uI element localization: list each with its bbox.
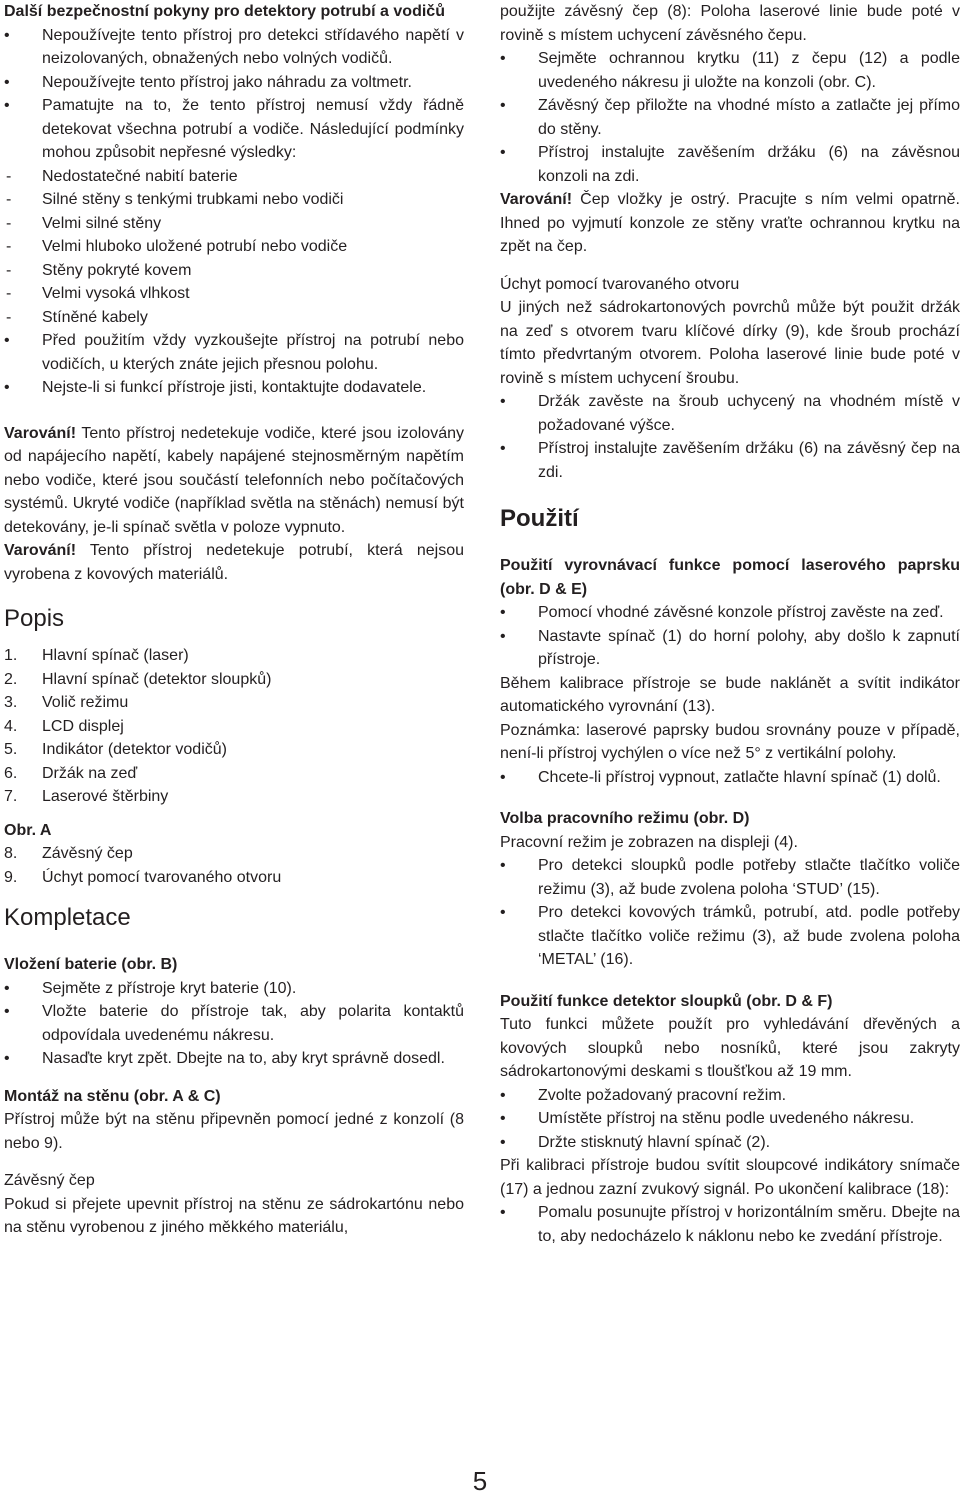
list-item: • Před použitím vždy vyzkoušejte přístroj na potrubí nebo vodičích, u kterých znáte jejich přesnou polohu. <box>4 329 464 376</box>
battery-heading: Vložení baterie (obr. B) <box>4 956 178 973</box>
list-item: • Pro detekci sloupků podle potřeby stlačte tlačítko voliče režimu (3), až bude zvolena poloha ‘STUD’ (15). <box>500 854 960 901</box>
obr-a-list <box>4 842 464 889</box>
list-item: 1. Hlavní spínač (laser) <box>4 647 189 664</box>
battery-list <box>4 977 464 1071</box>
laser-list <box>500 601 960 672</box>
list-item: 9. Úchyt pomocí tvarovaného otvoru <box>4 868 282 886</box>
list-item: • Vložte baterie do přístroje tak, aby polarita kontaktů odpovídala uvedenému nákresu. <box>4 1000 464 1047</box>
list-item: - Stíněné kabely <box>4 306 464 330</box>
list-item: • Držák zavěste na šroub uchycený na vhodném místě v požadované výšce. <box>500 390 960 437</box>
safety-list-2 <box>4 329 464 400</box>
laser-text-2: Poznámka: laserové paprsky budou srovnány pouze v případě, není-li přístroj vychýlen o více než 5° z vertikální polohy. <box>500 721 960 762</box>
list-item: • Nastavte spínač (1) do horní polohy, aby došlo k zapnutí přístroje. <box>500 625 960 672</box>
list-item: • Zvolte požadovaný pracovní režim. <box>500 1084 960 1108</box>
kompletace-heading: Kompletace <box>4 904 131 931</box>
right-column <box>500 0 960 1248</box>
list-item: - Velmi silné stěny <box>4 212 464 236</box>
stud-text-2: Při kalibraci přístroje budou svítit sloupcové indikátory snímače (17) a jednou zazní zvukový signál. Po ukončení kalibrace (18): <box>500 1157 960 1198</box>
list-item: • Nepoužívejte tento přístroj jako náhradu za voltmetr. <box>4 71 464 95</box>
pin-text: Pokud si přejete upevnit přístroj na stěnu ze sádrokartónu nebo na stěnu vyrobenou z jiného měkkého materiálu, <box>4 1195 464 1236</box>
list-item: 6. Držák na zeď <box>4 764 138 782</box>
list-item: • Držte stisknutý hlavní spínač (2). <box>500 1131 960 1155</box>
list-item: • Nasaďte kryt zpět. Dbejte na to, aby kryt správně dosedl. <box>4 1047 464 1071</box>
stud-list <box>500 1084 960 1155</box>
mode-list <box>500 854 960 972</box>
list-item: 8. Závěsný čep <box>4 845 133 862</box>
list-item: - Stěny pokryté kovem <box>4 259 464 283</box>
mount-heading: Montáž na stěnu (obr. A & C) <box>4 1087 221 1105</box>
list-item: • Sejměte z přístroje kryt baterie (10). <box>4 977 464 1001</box>
list-item: • Pomalu posunujte přístroj v horizontálním směru. Dbejte na to, aby nedocházelo k náklonu nebo ke zvedání přístroje. <box>500 1201 960 1248</box>
list-item: - Silné stěny s tenkými trubkami nebo vodiči <box>4 188 464 212</box>
warning-label: Varování! <box>500 191 573 208</box>
pin-continued-text: použijte závěsný čep (8): Poloha laserové linie bude poté v rovině s místem uchycení závěsného čepu. <box>500 3 960 44</box>
stud-heading: Použití funkce detektor sloupků (obr. D & F) <box>500 992 833 1010</box>
left-column <box>4 0 464 1240</box>
warning-text: Čep vložky je ostrý. Pracujte s ním velmi opatrně. Ihned po vyjmutí konzole ze stěny vraťte ochrannou krytku na zpět na čep. <box>500 191 960 255</box>
mode-text: Pracovní režim je zobrazen na displeji (4). <box>500 833 798 851</box>
list-item: - Nedostatečné nabití baterie <box>4 165 464 189</box>
mode-heading: Volba pracovního režimu (obr. D) <box>500 810 750 827</box>
list-item: 7. Laserové štěrbiny <box>4 788 169 805</box>
list-item: • Pomocí vhodné závěsné konzole přístroj zavěste na zeď. <box>500 601 960 625</box>
list-item: • Závěsný čep přiložte na vhodné místo a zatlačte jej přímo do stěny. <box>500 94 960 141</box>
usage-heading: Použití <box>500 505 579 532</box>
stud-list-2 <box>500 1201 960 1248</box>
laser-text-1: Během kalibrace přístroje se bude naklánět a svítit indikátor automatického vyrovnání (13). <box>500 674 960 715</box>
list-item: - Velmi hluboko uložené potrubí nebo vodiče <box>4 235 464 259</box>
list-item: • Nepoužívejte tento přístroj pro detekci střídavého napětí v neizolovaných, obnažených nebo volných vodičů. <box>4 24 464 71</box>
list-item: • Sejměte ochrannou krytku (11) z čepu (12) a podle uvedeného nákresu ji uložte na konzoli (obr. C). <box>500 47 960 94</box>
keyhole-subheading: Úchyt pomocí tvarovaného otvoru <box>500 275 740 293</box>
list-item: • Přístroj instalujte zavěšením držáku (6) na závěsný čep na zdi. <box>500 437 960 484</box>
list-item: 4. LCD displej <box>4 717 124 735</box>
warning-text: Tento přístroj nedetekuje potrubí, která nejsou vyrobena z kovových materiálů. <box>4 542 464 583</box>
keyhole-text: U jiných než sádrokartonových povrchů může být použit držák na zeď s otvorem tvaru klíčové dírky (9), kde šroub prochází tímto předvrtaným otvorem. Poloha laserové linie bude poté v rovině s místem uchycení šroubu. <box>500 299 960 387</box>
obr-a-label: Obr. A <box>4 821 52 839</box>
list-item: • Umístěte přístroj na stěnu podle uvedeného nákresu. <box>500 1107 960 1131</box>
laser-heading: Použití vyrovnávací funkce pomocí laserového paprsku (obr. D & E) <box>500 557 960 598</box>
warning-label: Varování! <box>4 424 77 442</box>
parts-list <box>4 644 464 809</box>
list-item: 5. Indikátor (detektor vodičů) <box>4 741 227 758</box>
list-item: 2. Hlavní spínač (detektor sloupků) <box>4 670 272 688</box>
laser-list-2 <box>500 766 960 790</box>
list-item: • Chcete-li přístroj vypnout, zatlačte hlavní spínač (1) dolů. <box>500 766 960 790</box>
mount-text: Přístroj může být na stěnu připevněn pomocí jedné z konzolí (8 nebo 9). <box>4 1111 464 1152</box>
conditions-list <box>4 165 464 330</box>
safety-heading: Další bezpečnostní pokyny pro detektory potrubí a vodičů <box>4 3 445 20</box>
warning-paragraph-2 <box>4 539 464 586</box>
list-item: • Přístroj instalujte zavěšením držáku (6) na závěsnou konzoli na zdi. <box>500 141 960 188</box>
warning-text: Tento přístroj nedetekuje vodiče, které jsou izolovány od napájecího napětí, kabely napájené stejnosměrným napětím nebo vodiče, které jsou součástí telefonních nebo počítačových systémů. Ukryté vodiče (například světla na stěnách) nemusí být detekovány, je-li spínač světla v poloze vypnuto. <box>4 424 464 536</box>
keyhole-list <box>500 390 960 484</box>
popis-heading: Popis <box>4 605 65 632</box>
list-item: • Pro detekci kovových trámků, potrubí, atd. podle potřeby stlačte tlačítko voliče režimu (3), až bude zvolena poloha ‘METAL’ (16). <box>500 901 960 972</box>
list-item: • Pamatujte na to, že tento přístroj nemusí vždy řádně detekovat všechna potrubí a vodiče. Následující podmínky mohou způsobit nepřesné výsledky: <box>4 94 464 165</box>
list-item: • Nejste-li si funkcí přístroje jisti, kontaktujte dodavatele. <box>4 376 464 400</box>
warning-paragraph <box>500 188 960 259</box>
stud-text: Tuto funkci můžete použít pro vyhledávání dřevěných a kovových sloupků nebo nosníků, které jsou zakryty sádrokartonovými deskami s tloušťkou až 19 mm. <box>500 1016 960 1080</box>
list-item: 3. Volič režimu <box>4 694 129 711</box>
list-item: - Velmi vysoká vlhkost <box>4 282 464 306</box>
pin-subheading: Závěsný čep <box>4 1172 95 1189</box>
safety-list <box>4 24 464 165</box>
page-number: 5 <box>472 1466 488 1496</box>
warning-label: Varování! <box>4 542 77 559</box>
pin-list <box>500 47 960 188</box>
warning-paragraph-1 <box>4 422 464 540</box>
